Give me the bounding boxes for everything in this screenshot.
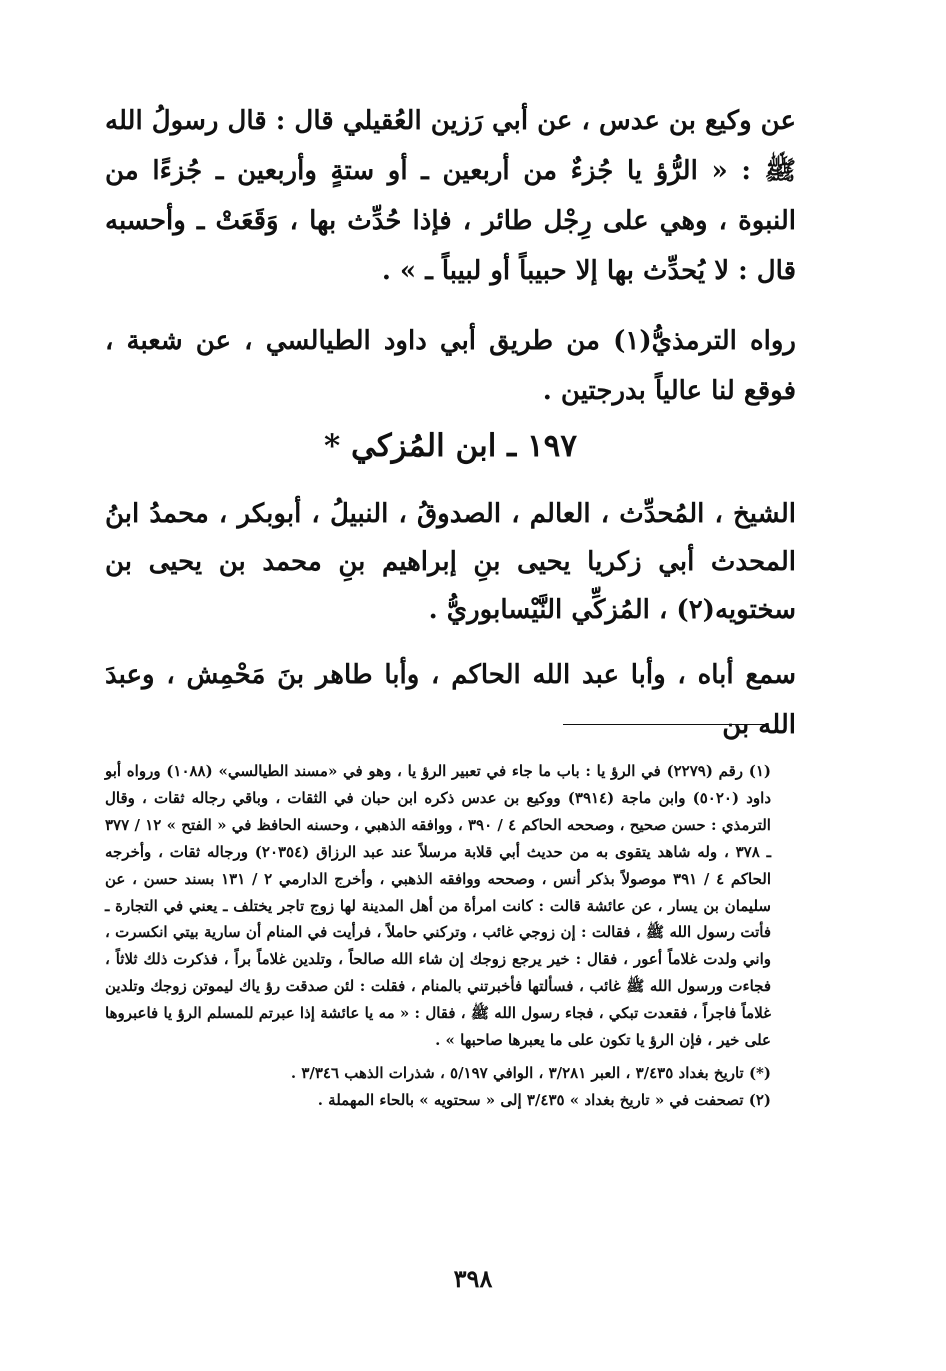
entry-heading: ١٩٧ ـ ابن المُزكي * [324,428,577,464]
footnotes [105,758,771,1114]
main-text [105,96,796,416]
footnote-1: (١) رقم (٢٢٧٩) في الرؤ يا : باب ما جاء في تعبير الرؤ يا ، وهو في «مسند الطيالسي» (١٠٨٨) ورواه أبو داود (٥٠٢٠) وابن ماجة (٣٩١٤) ووكيع بن عدس ذكره ابن حبان في الثقات ، وباقي رجاله ثقات ، وقال الترمذي : حسن صحيح ، وصححه الحاكم ٤ / ٣٩٠ ، ووافقه الذهبي ، وحسنه الحافظ في « الفتح » ١٢ / ٣٧٧ ـ ٣٧٨ ، وله شاهد يتقوى به من حديث أبي قلابة مرسلاً عند عبد الرزاق (٢٠٣٥٤) ورجاله ثقات ، وأخرجه الحاكم ٤ / ٣٩١ موصولاً بذكر أنس ، وصححه ووافقه الذهبي ، وأخرج الدارمي ٢ / ١٣١ بسند حسن ، عن سليمان بن يسار ، عن عائشة قالت : كانت امرأة من أهل المدينة لها زوج تاجر يختلف ـ يعني في التجارة ـ فأتت رسول الله ﷺ ، فقالت : إن زوجي غائب ، وتركني حاملاً ، فرأيت في المنام أن سارية بيتي انكسرت ، واني ولدت غلاماً أعور ، فقال : خير يرجع زوجك إن شاء الله صالحاً ، وتلدين غلاماً براً ، فذكرت ذلك ثلاثاً ، فجاءت ورسول الله ﷺ غائب ، فسألتها فأخبرتني بالمنام ، فقلت : لئن صدقت رؤ ياك ليموتن زوجك وتلدين غلاماً فاجراً ، فقعدت تبكي ، فجاء رسول الله ﷺ ، فقال : « مه يا عائشة إذا عبرتم للمسلم الرؤ يا فاعبروها على خير ، فإن الرؤ يا تكون على ما يعبرها صاحبها » . [105,762,772,1050]
teachers-paragraph: سمع أباه ، وأبا عبد الله الحاكم ، وأبا طاهر بنَ مَحْمِش ، وعبدَ الله بن [105,660,796,740]
page-number: ٣٩٨ [453,1264,493,1293]
narration-paragraph: رواه الترمذيُّ(١) من طريق أبي داود الطيالسي ، عن شعبة ، فوقع لنا عالياً بدرجتين . [105,326,796,406]
hadith-paragraph: عن وكيع بن عدس ، عن أبي رَزين العُقيلي قال : قال رسولُ الله ﷺ : « الرُّؤ يا جُزءٌ من أربعين ـ أو ستةٍ وأربعين ـ جُزءًا من النبوة ، وهي على رِجْل طائر ، فإذا حُدِّث بها ، وَقَعَتْ ـ وأحسبه قال : لا يُحدِّث بها إلا حبيباً أو لبيباً ـ » . [105,106,796,286]
bio-paragraph: الشيخ ، المُحدِّث ، العالم ، الصدوقُ ، النبيلُ ، أبوبكر ، محمدُ ابنُ المحدث أبي زكريا يحيى بنِ إبراهيم بنِ محمد بن يحيى بن سختويه(٢) ، المُزكِّي النَّيْسابوريُّ . [105,499,796,625]
footnote-2: (٢) تصحفت في « تاريخ بغداد » ٣/٤٣٥ إلى « سحتويه » بالحاء المهملة . [317,1090,771,1109]
footnote-star: (*) تاريخ بغداد ٣/٤٣٥ ، العبر ٣/٢٨١ ، الوافي ٥/١٩٧ ، شذرات الذهب ٣/٣٤٦ . [290,1063,771,1082]
footnote-divider [563,724,768,725]
